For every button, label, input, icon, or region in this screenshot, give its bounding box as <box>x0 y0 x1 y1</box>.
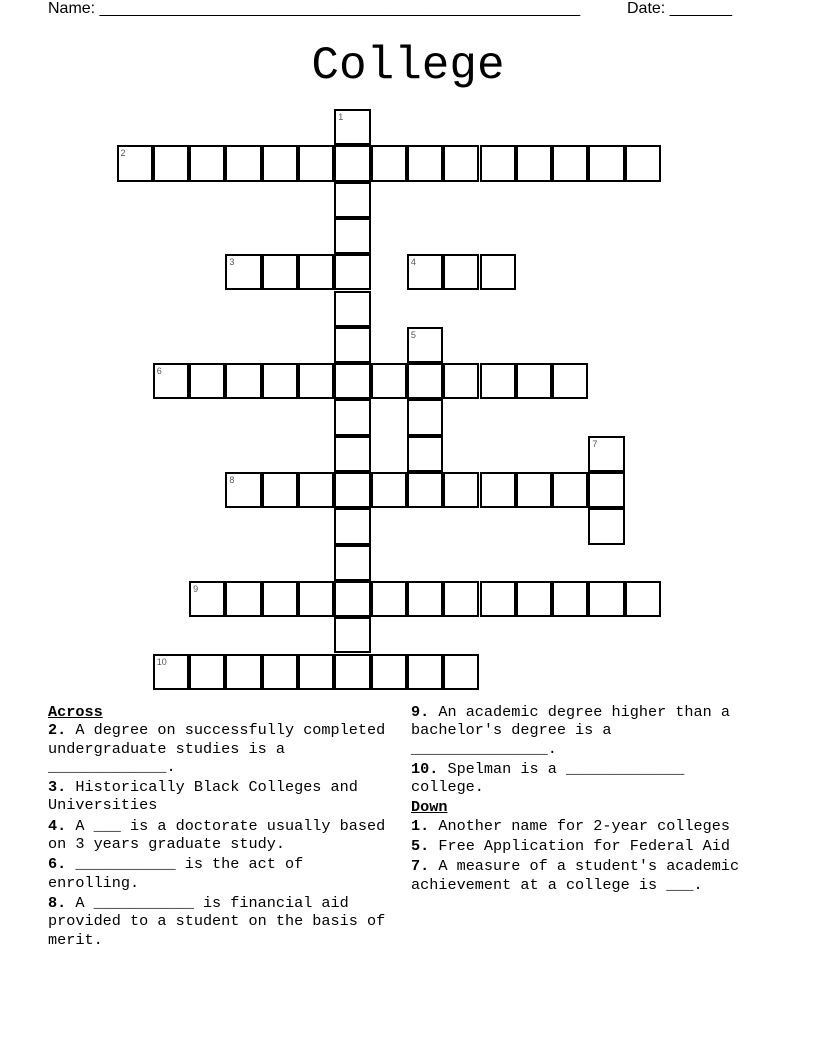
grid-cell[interactable] <box>552 145 588 181</box>
grid-cell[interactable] <box>371 145 407 181</box>
grid-cell[interactable] <box>407 472 443 508</box>
grid-cell[interactable] <box>407 254 443 290</box>
clue-across-3: 3. Historically Black Colleges and Universities <box>48 778 358 815</box>
clue-across-2: 2. A degree on successfully completed undergraduate studies is a _____________. <box>48 721 386 776</box>
grid-cell[interactable] <box>443 145 479 181</box>
grid-cell[interactable] <box>407 363 443 399</box>
grid-cell[interactable] <box>225 363 261 399</box>
grid-cell[interactable] <box>334 182 370 218</box>
clue-number: 9 <box>193 583 199 594</box>
date-field-label: Date: _______ <box>627 0 732 17</box>
grid-cell[interactable] <box>443 472 479 508</box>
grid-cell[interactable] <box>262 472 298 508</box>
grid-cell[interactable] <box>516 145 552 181</box>
grid-cell[interactable] <box>516 363 552 399</box>
down-heading: Down <box>411 798 448 817</box>
grid-cell[interactable] <box>334 145 370 181</box>
grid-cell[interactable] <box>588 145 624 181</box>
clue-number: 10 <box>156 656 167 667</box>
grid-cell[interactable] <box>153 654 189 690</box>
clue-down-5: 5. Free Application for Federal Aid <box>411 837 730 856</box>
grid-cell[interactable] <box>189 654 225 690</box>
grid-cell[interactable] <box>443 581 479 617</box>
grid-cell[interactable] <box>298 472 334 508</box>
grid-cell[interactable] <box>334 254 370 290</box>
grid-cell[interactable] <box>298 654 334 690</box>
grid-cell[interactable] <box>298 145 334 181</box>
grid-cell[interactable] <box>516 581 552 617</box>
grid-cell[interactable] <box>298 363 334 399</box>
grid-cell[interactable] <box>262 254 298 290</box>
grid-cell[interactable] <box>262 581 298 617</box>
grid-cell[interactable] <box>407 654 443 690</box>
grid-cell[interactable] <box>334 581 370 617</box>
clue-number: 6 <box>156 366 162 377</box>
grid-cell[interactable] <box>334 399 370 435</box>
clue-down-1: 1. Another name for 2-year colleges <box>411 816 730 835</box>
grid-cell[interactable] <box>262 654 298 690</box>
grid-cell[interactable] <box>189 581 225 617</box>
grid-cell[interactable] <box>588 436 624 472</box>
clue-number: 1 <box>338 112 344 122</box>
grid-cell[interactable] <box>225 581 261 617</box>
grid-cell[interactable] <box>334 291 370 327</box>
grid-cell[interactable] <box>371 472 407 508</box>
grid-cell[interactable] <box>153 363 189 399</box>
grid-cell[interactable] <box>371 581 407 617</box>
grid-cell[interactable] <box>407 436 443 472</box>
grid-cell[interactable] <box>371 363 407 399</box>
grid-cell[interactable] <box>334 109 370 145</box>
grid-cell[interactable] <box>480 254 516 290</box>
grid-cell[interactable] <box>552 363 588 399</box>
grid-cell[interactable] <box>334 617 370 653</box>
grid-cell[interactable] <box>334 327 370 363</box>
grid-cell[interactable] <box>588 581 624 617</box>
across-heading: Across <box>48 703 103 721</box>
grid-cell[interactable] <box>480 145 516 181</box>
grid-cell[interactable] <box>334 472 370 508</box>
grid-cell[interactable] <box>588 472 624 508</box>
grid-cell[interactable] <box>552 581 588 617</box>
grid-cell[interactable] <box>298 581 334 617</box>
grid-cell[interactable] <box>443 363 479 399</box>
clue-number: 8 <box>229 475 235 485</box>
across-clues-column <box>48 703 403 951</box>
grid-cell[interactable] <box>153 145 189 181</box>
grid-cell[interactable] <box>407 327 443 363</box>
grid-cell[interactable] <box>407 399 443 435</box>
clue-number: 3 <box>229 257 235 268</box>
clue-number: 2 <box>120 148 126 159</box>
clue-down-7: 7. A measure of a student's academic achievement at a college is ___. <box>411 857 740 894</box>
grid-cell[interactable] <box>480 472 516 508</box>
clue-number: 4 <box>410 257 416 268</box>
grid-cell[interactable] <box>480 363 516 399</box>
grid-cell[interactable] <box>334 436 370 472</box>
clue-number: 5 <box>410 329 416 340</box>
grid-cell[interactable] <box>371 654 407 690</box>
clue-across-10: 10. Spelman is a _____________ college. <box>411 759 685 797</box>
clue-across-4: 4. A ___ is a doctorate usually based on 3 years graduate study. <box>48 816 386 854</box>
clue-across-6: 6. ___________ is the act of enrolling. <box>48 855 304 892</box>
grid-cell[interactable] <box>262 145 298 181</box>
clue-across-9: 9. An academic degree higher than a bachelor's degree is a _______________. <box>411 703 730 758</box>
grid-cell[interactable] <box>334 508 370 544</box>
grid-cell[interactable] <box>480 581 516 617</box>
page-title: College <box>311 40 505 92</box>
grid-cell[interactable] <box>334 654 370 690</box>
grid-cell[interactable] <box>225 145 261 181</box>
grid-cell[interactable] <box>552 472 588 508</box>
grid-cell[interactable] <box>588 508 624 544</box>
grid-cell[interactable] <box>225 472 261 508</box>
grid-cell[interactable] <box>334 218 370 254</box>
grid-cell[interactable] <box>334 363 370 399</box>
clue-across-8: 8. A ___________ is financial aid provided to a student on the basis of merit. <box>48 893 386 949</box>
grid-cell[interactable] <box>262 363 298 399</box>
grid-cell[interactable] <box>225 254 261 290</box>
right-clues-column <box>411 703 756 896</box>
grid-cell[interactable] <box>443 654 479 690</box>
grid-cell[interactable] <box>334 545 370 581</box>
grid-cell[interactable] <box>516 472 552 508</box>
grid-cell[interactable] <box>625 581 661 617</box>
grid-cell[interactable] <box>407 145 443 181</box>
grid-cell[interactable] <box>117 145 153 181</box>
grid-cell[interactable] <box>225 654 261 690</box>
grid-cell[interactable] <box>189 145 225 181</box>
name-field-label: Name: ______________________________________________________ <box>48 0 581 17</box>
grid-cell[interactable] <box>189 363 225 399</box>
grid-cell[interactable] <box>298 254 334 290</box>
grid-cell[interactable] <box>443 254 479 290</box>
clue-number: 7 <box>592 438 598 449</box>
grid-cell[interactable] <box>625 145 661 181</box>
grid-cell[interactable] <box>407 581 443 617</box>
